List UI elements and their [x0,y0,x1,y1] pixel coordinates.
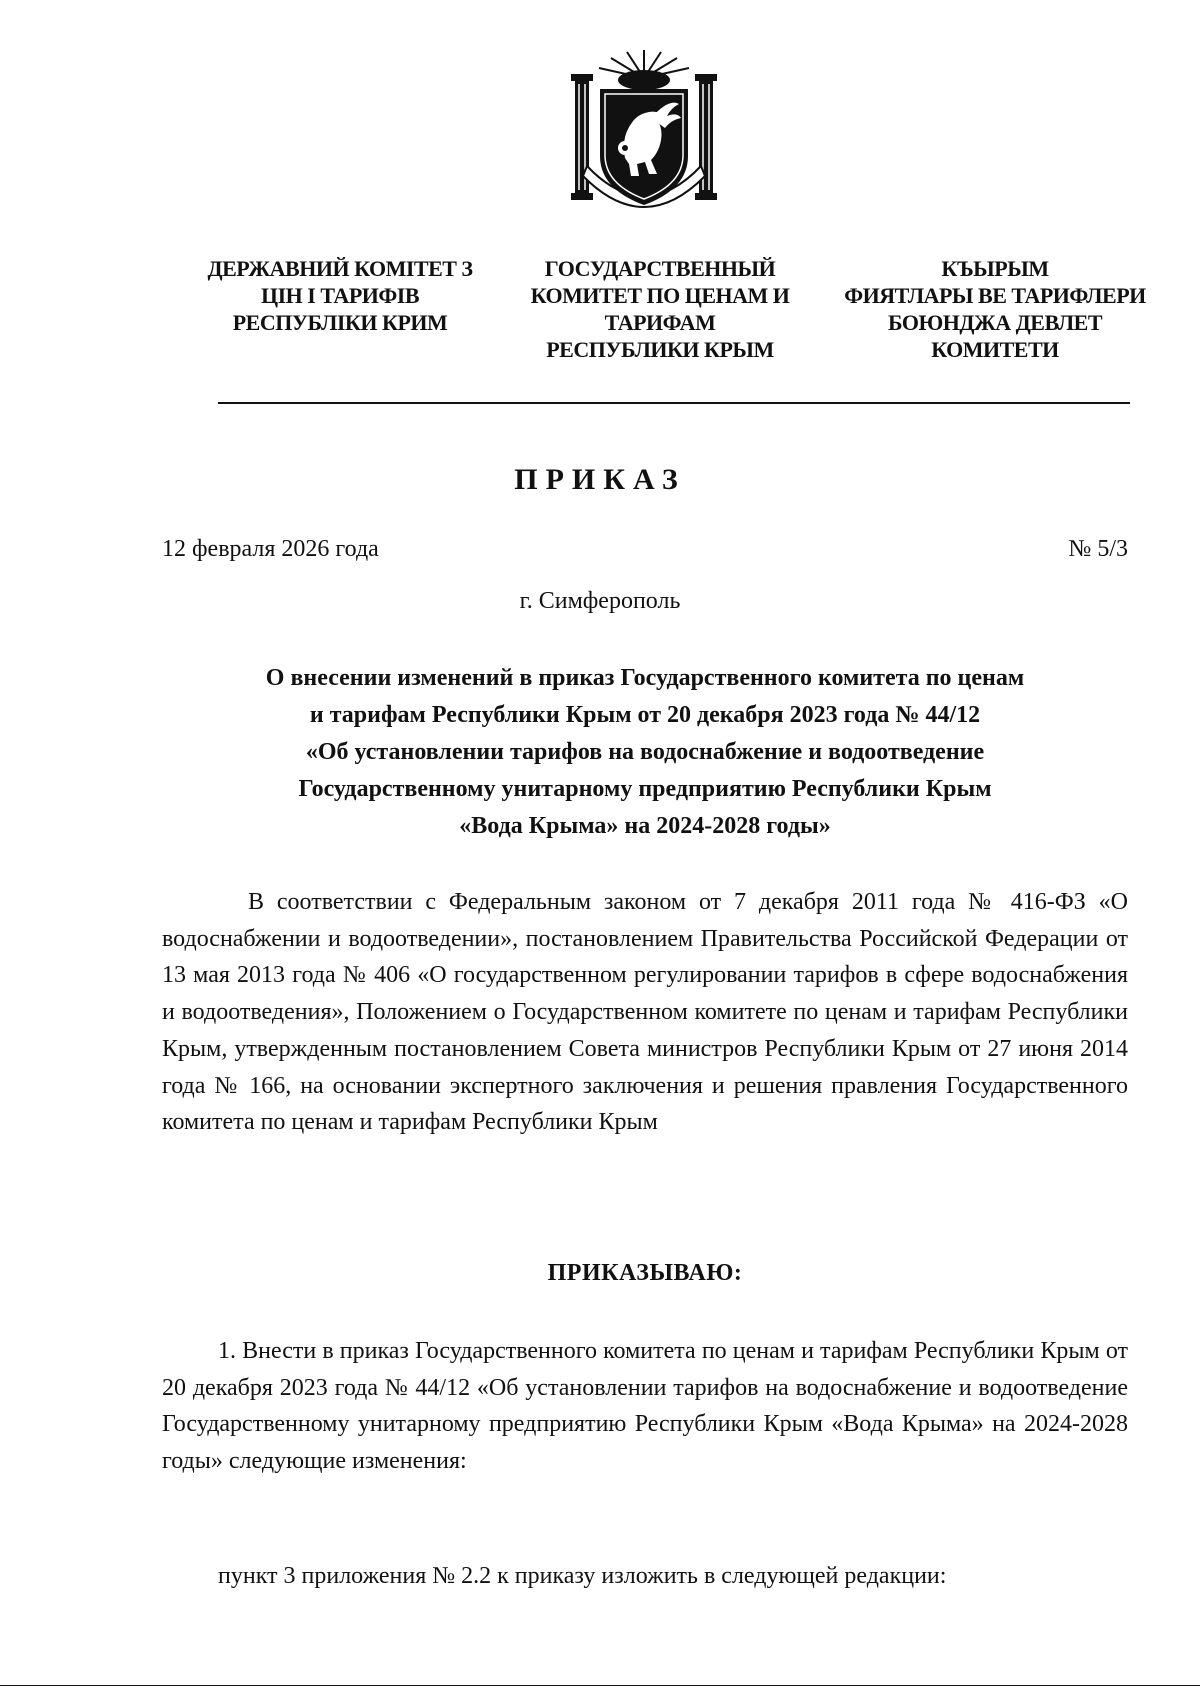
header-line: БОЮНДЖА ДЕВЛЕТ [887,310,1103,335]
page-bottom-edge [0,1685,1200,1686]
header-line: КОМИТЕТ ПО ЦЕНАМ И [530,283,790,308]
header-russian-name [505,255,815,363]
subject-line: «Об установлении тарифов на водоснабжение и водоотведение [305,739,985,765]
header-line: КОМИТЕТИ [931,337,1059,362]
header-divider [218,402,1130,404]
order-word: ПРИКАЗЫВАЮ: [547,1260,743,1286]
order-item-1: 1. Внести в приказ Государственного комитета по ценам и тарифам Республики Крым от 20 декабря 2023 года № 44/12 «Об установлении тарифов на водоснабжение и водоотведение Государственному унитарному предприятию Республики Крым «Вода Крыма» на 2024-2028 годы» следующие изменения: [162,1338,1128,1474]
document-subject [162,660,1128,845]
header-line: ФИЯТЛАРЫ ВЕ ТАРИФЛЕРИ [844,283,1146,308]
header-line: ЦІН І ТАРИФІВ [261,283,419,308]
header-line: РЕСПУБЛІКИ КРИМ [232,310,448,335]
header-ukrainian-name [180,255,500,336]
order-item-1-detail: пункт 3 приложения № 2.2 к приказу изложить в следующей редакции: [218,1563,947,1589]
header-line: ГОСУДАРСТВЕННЫЙ [544,256,776,281]
document-title: ПРИКАЗ [514,463,686,496]
preamble-paragraph: В соответствии с Федеральным законом от 7 декабря 2011 года № 416-ФЗ «О водоснабжении и водоотведении», постановлением Правительства Российской Федерации от 13 мая 2013 года № 406 «О государственном регулировании тарифов в сфере водоснабжения и водоотведения», Положением о Государственном комитете по ценам и тарифам Республики Крым, утвержденным постановлением Совета министров Республики Крым от 27 июня 2014 года № 166, на основании экспертного заключения и решения правления Государственного комитета по ценам и тарифам Республики Крым [162,889,1128,1136]
header-line: ДЕРЖАВНИЙ КОМІТЕТ З [207,256,473,281]
header-line: ТАРИФАМ [604,310,716,335]
crimea-coat-of-arms-icon [565,48,723,218]
subject-line: «Вода Крыма» на 2024-2028 годы» [459,813,831,839]
subject-line: Государственному унитарному предприятию Республики Крым [298,776,992,802]
subject-line: и тарифам Республики Крым от 20 декабря 2023 года № 44/12 [309,702,981,728]
subject-line: О внесении изменений в приказ Государственного комитета по ценам [265,665,1025,691]
document-date: 12 февраля 2026 года [162,536,379,562]
header-line: КЪЫРЫМ [941,256,1049,281]
header-crimean-tatar-name [825,255,1165,363]
document-city: г. Симферополь [519,588,681,614]
header-line: РЕСПУБЛИКИ КРЫМ [546,337,774,362]
document-number: № 5/3 [1068,536,1128,562]
